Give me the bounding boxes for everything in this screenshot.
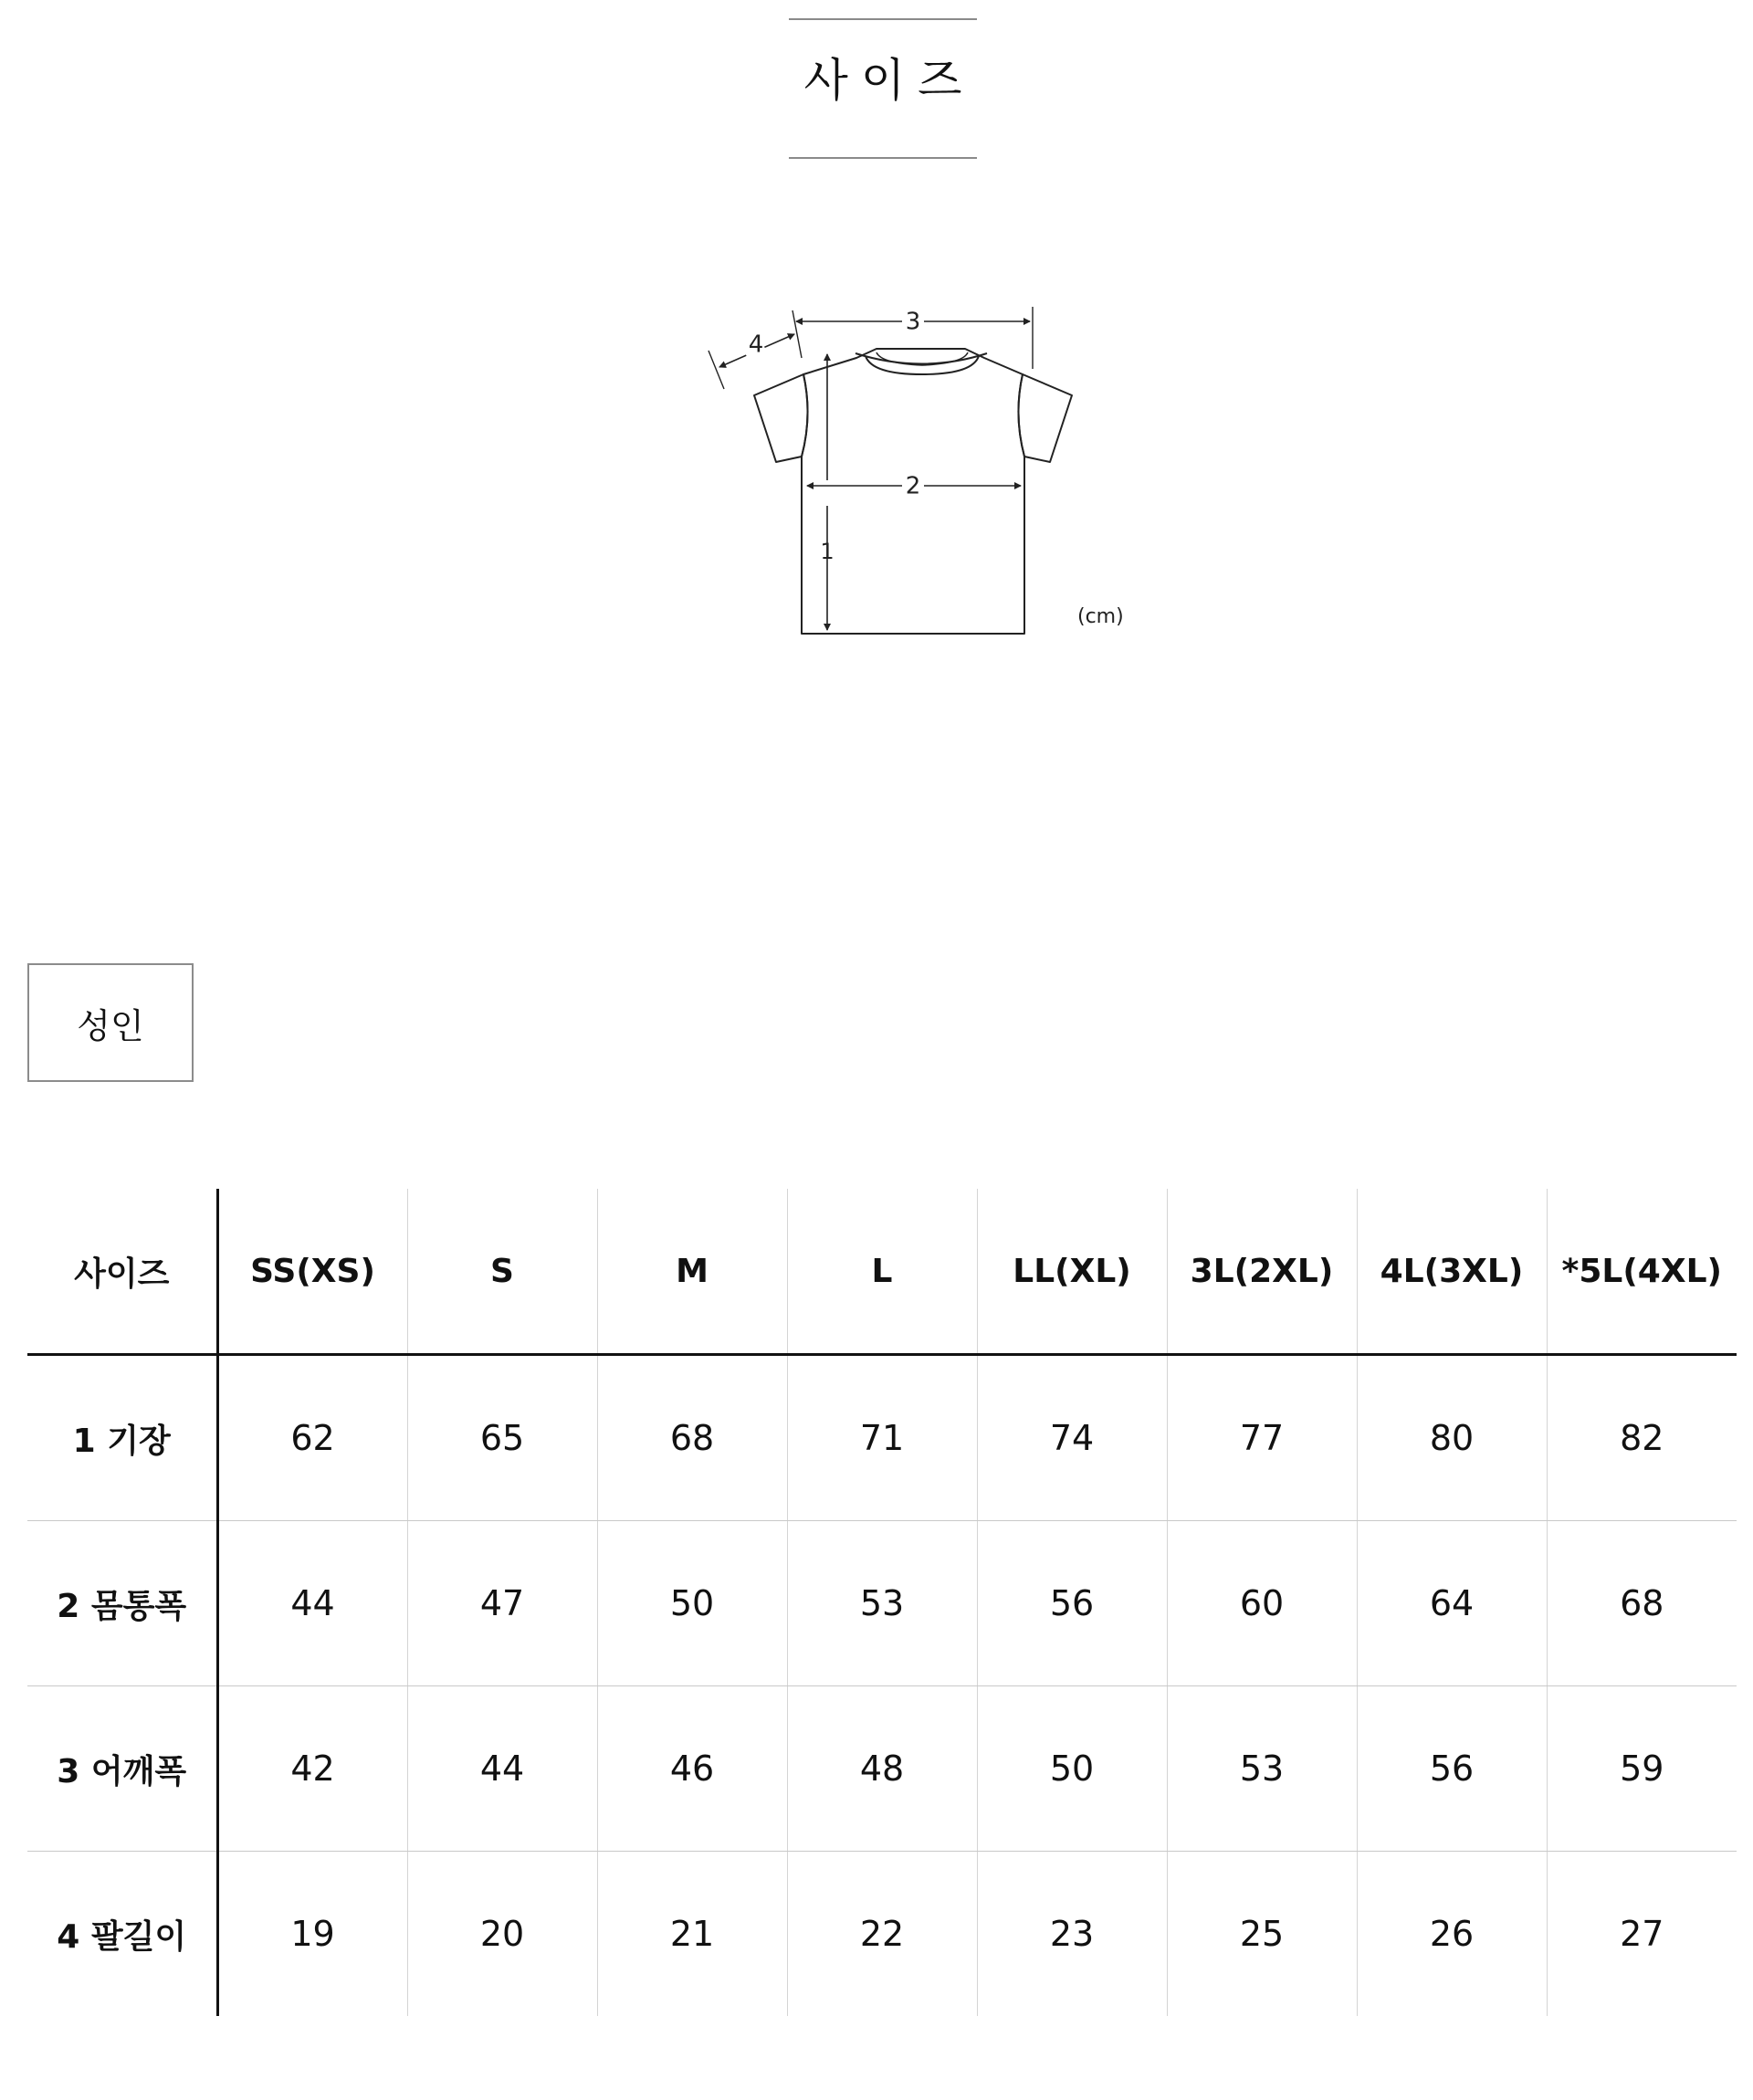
measure-label-3: 3 xyxy=(905,308,921,336)
table-row xyxy=(27,1686,1737,1852)
table-cell: 53 xyxy=(1167,1686,1357,1852)
row-label: 2 몸통폭 xyxy=(27,1521,217,1686)
table-cell: 77 xyxy=(1167,1355,1357,1521)
table-row xyxy=(27,1852,1737,2017)
table-cell: 53 xyxy=(787,1521,977,1686)
table-cell: 22 xyxy=(787,1852,977,2017)
row-label: 3 어깨폭 xyxy=(27,1686,217,1852)
table-cell: 64 xyxy=(1357,1521,1547,1686)
table-cell: 44 xyxy=(407,1686,597,1852)
table-cell: 60 xyxy=(1167,1521,1357,1686)
row-label: 1 기장 xyxy=(27,1355,217,1521)
table-cell: 56 xyxy=(977,1521,1167,1686)
header-cell: S xyxy=(407,1189,597,1355)
table-row xyxy=(27,1355,1737,1521)
table-cell: 26 xyxy=(1357,1852,1547,2017)
tab-adult[interactable]: 성인 xyxy=(27,963,194,1082)
table-cell: 23 xyxy=(977,1852,1167,2017)
table-cell: 20 xyxy=(407,1852,597,2017)
table-cell: 44 xyxy=(217,1521,407,1686)
tshirt-diagram-svg xyxy=(694,301,1150,648)
table-cell: 25 xyxy=(1167,1852,1357,2017)
measure-label-1: 1 xyxy=(820,539,835,564)
measure-label-2: 2 xyxy=(905,472,921,500)
title-top-divider xyxy=(789,18,977,20)
table-cell: 59 xyxy=(1547,1686,1737,1852)
table-cell: 80 xyxy=(1357,1355,1547,1521)
header-cell: L xyxy=(787,1189,977,1355)
table-cell: 68 xyxy=(1547,1521,1737,1686)
table-cell: 48 xyxy=(787,1686,977,1852)
header-cell: 4L(3XL) xyxy=(1357,1189,1547,1355)
size-chart-table xyxy=(27,1189,1737,2016)
table-header-row xyxy=(27,1189,1737,1355)
table-cell: 47 xyxy=(407,1521,597,1686)
table-cell: 56 xyxy=(1357,1686,1547,1852)
table-cell: 62 xyxy=(217,1355,407,1521)
table-cell: 74 xyxy=(977,1355,1167,1521)
header-cell: 3L(2XL) xyxy=(1167,1189,1357,1355)
header-size-label: 사이즈 xyxy=(27,1189,217,1355)
header-cell: *5L(4XL) xyxy=(1547,1189,1737,1355)
header-cell: LL(XL) xyxy=(977,1189,1167,1355)
unit-label: (cm) xyxy=(1077,605,1124,628)
table-cell: 65 xyxy=(407,1355,597,1521)
table-cell: 21 xyxy=(597,1852,787,2017)
row-label: 4 팔길이 xyxy=(27,1852,217,2017)
page-title: 사이즈 xyxy=(803,54,975,107)
table-cell: 50 xyxy=(977,1686,1167,1852)
table-cell: 82 xyxy=(1547,1355,1737,1521)
section-title-block xyxy=(789,18,977,159)
table-cell: 68 xyxy=(597,1355,787,1521)
table-cell: 42 xyxy=(217,1686,407,1852)
table-cell: 46 xyxy=(597,1686,787,1852)
tshirt-measurement-diagram xyxy=(694,301,1150,648)
measure-label-4: 4 xyxy=(748,331,764,359)
title-bottom-divider xyxy=(789,157,977,159)
header-cell: M xyxy=(597,1189,787,1355)
table-cell: 50 xyxy=(597,1521,787,1686)
table-cell: 27 xyxy=(1547,1852,1737,2017)
table-row xyxy=(27,1521,1737,1686)
header-cell: SS(XS) xyxy=(217,1189,407,1355)
table-cell: 19 xyxy=(290,1914,335,1954)
table-cell: 71 xyxy=(787,1355,977,1521)
